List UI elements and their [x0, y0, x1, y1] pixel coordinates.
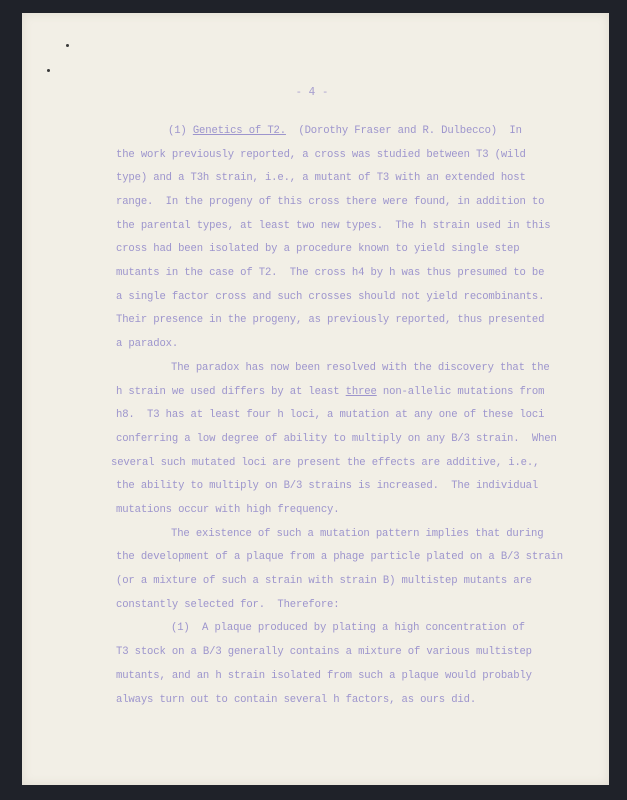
- underlined-word-three: three: [345, 386, 377, 398]
- text-line-12: h strain we used differs by at least three non-allelic mutations from: [116, 386, 545, 398]
- text-line-8: a single factor cross and such crosses should not yield recombinants.: [116, 291, 545, 303]
- text-line-6: cross had been isolated by a procedure known to yield single step: [116, 243, 520, 255]
- text-line-7: mutants in the case of T2. The cross h4 by h was thus presumed to be: [116, 267, 545, 279]
- section-authors: (Dorothy Fraser and R. Dulbecco) In: [285, 125, 522, 137]
- text-line-2: the work previously reported, a cross was studied between T3 (wild: [116, 149, 526, 161]
- text-line-21: constantly selected for. Therefore:: [116, 599, 340, 611]
- text-line-13: h8. T3 has at least four h loci, a mutation at any one of these loci: [116, 409, 545, 421]
- text-line-16: the ability to multiply on B/3 strains is increased. The individual: [116, 480, 539, 492]
- text-line-23: T3 stock on a B/3 generally contains a mixture of various multistep: [116, 646, 532, 658]
- text-line-25: always turn out to contain several h factors, as ours did.: [116, 694, 477, 706]
- text-line-24: mutants, and an h strain isolated from such a plaque would probably: [116, 670, 532, 682]
- text-line-20: (or a mixture of such a strain with strain B) multistep mutants are: [116, 575, 532, 587]
- margin-mark-1: [66, 44, 69, 47]
- text-line-3: type) and a T3h strain, i.e., a mutant of T3 with an extended host: [116, 172, 526, 184]
- text-line-14: conferring a low degree of ability to multiply on any B/3 strain. When: [116, 433, 557, 445]
- section-title: Genetics of T2.: [192, 125, 286, 137]
- text-line-22: (1) A plaque produced by plating a high concentration of: [171, 622, 525, 634]
- section-heading-line: [168, 125, 522, 137]
- text-line-4: range. In the progeny of this cross there were found, in addition to: [116, 196, 545, 208]
- margin-mark-2: [47, 69, 50, 72]
- text-line-11: The paradox has now been resolved with the discovery that the: [171, 362, 550, 374]
- text-line-15: several such mutated loci are present the effects are additive, i.e.,: [111, 457, 540, 469]
- text-line-19: the development of a plaque from a phage particle plated on a B/3 strain: [116, 551, 563, 563]
- text-line-9: Their presence in the progeny, as previously reported, thus presented: [116, 314, 545, 326]
- text-line-10: a paradox.: [116, 338, 179, 350]
- text-line-17: mutations occur with high frequency.: [116, 504, 340, 516]
- section-number: (1): [168, 125, 193, 137]
- document-page: [22, 13, 609, 785]
- text-line-5: the parental types, at least two new types. The h strain used in this: [116, 220, 551, 232]
- page-number: - 4 -: [295, 85, 329, 98]
- text-line-18: The existence of such a mutation pattern implies that during: [171, 528, 544, 540]
